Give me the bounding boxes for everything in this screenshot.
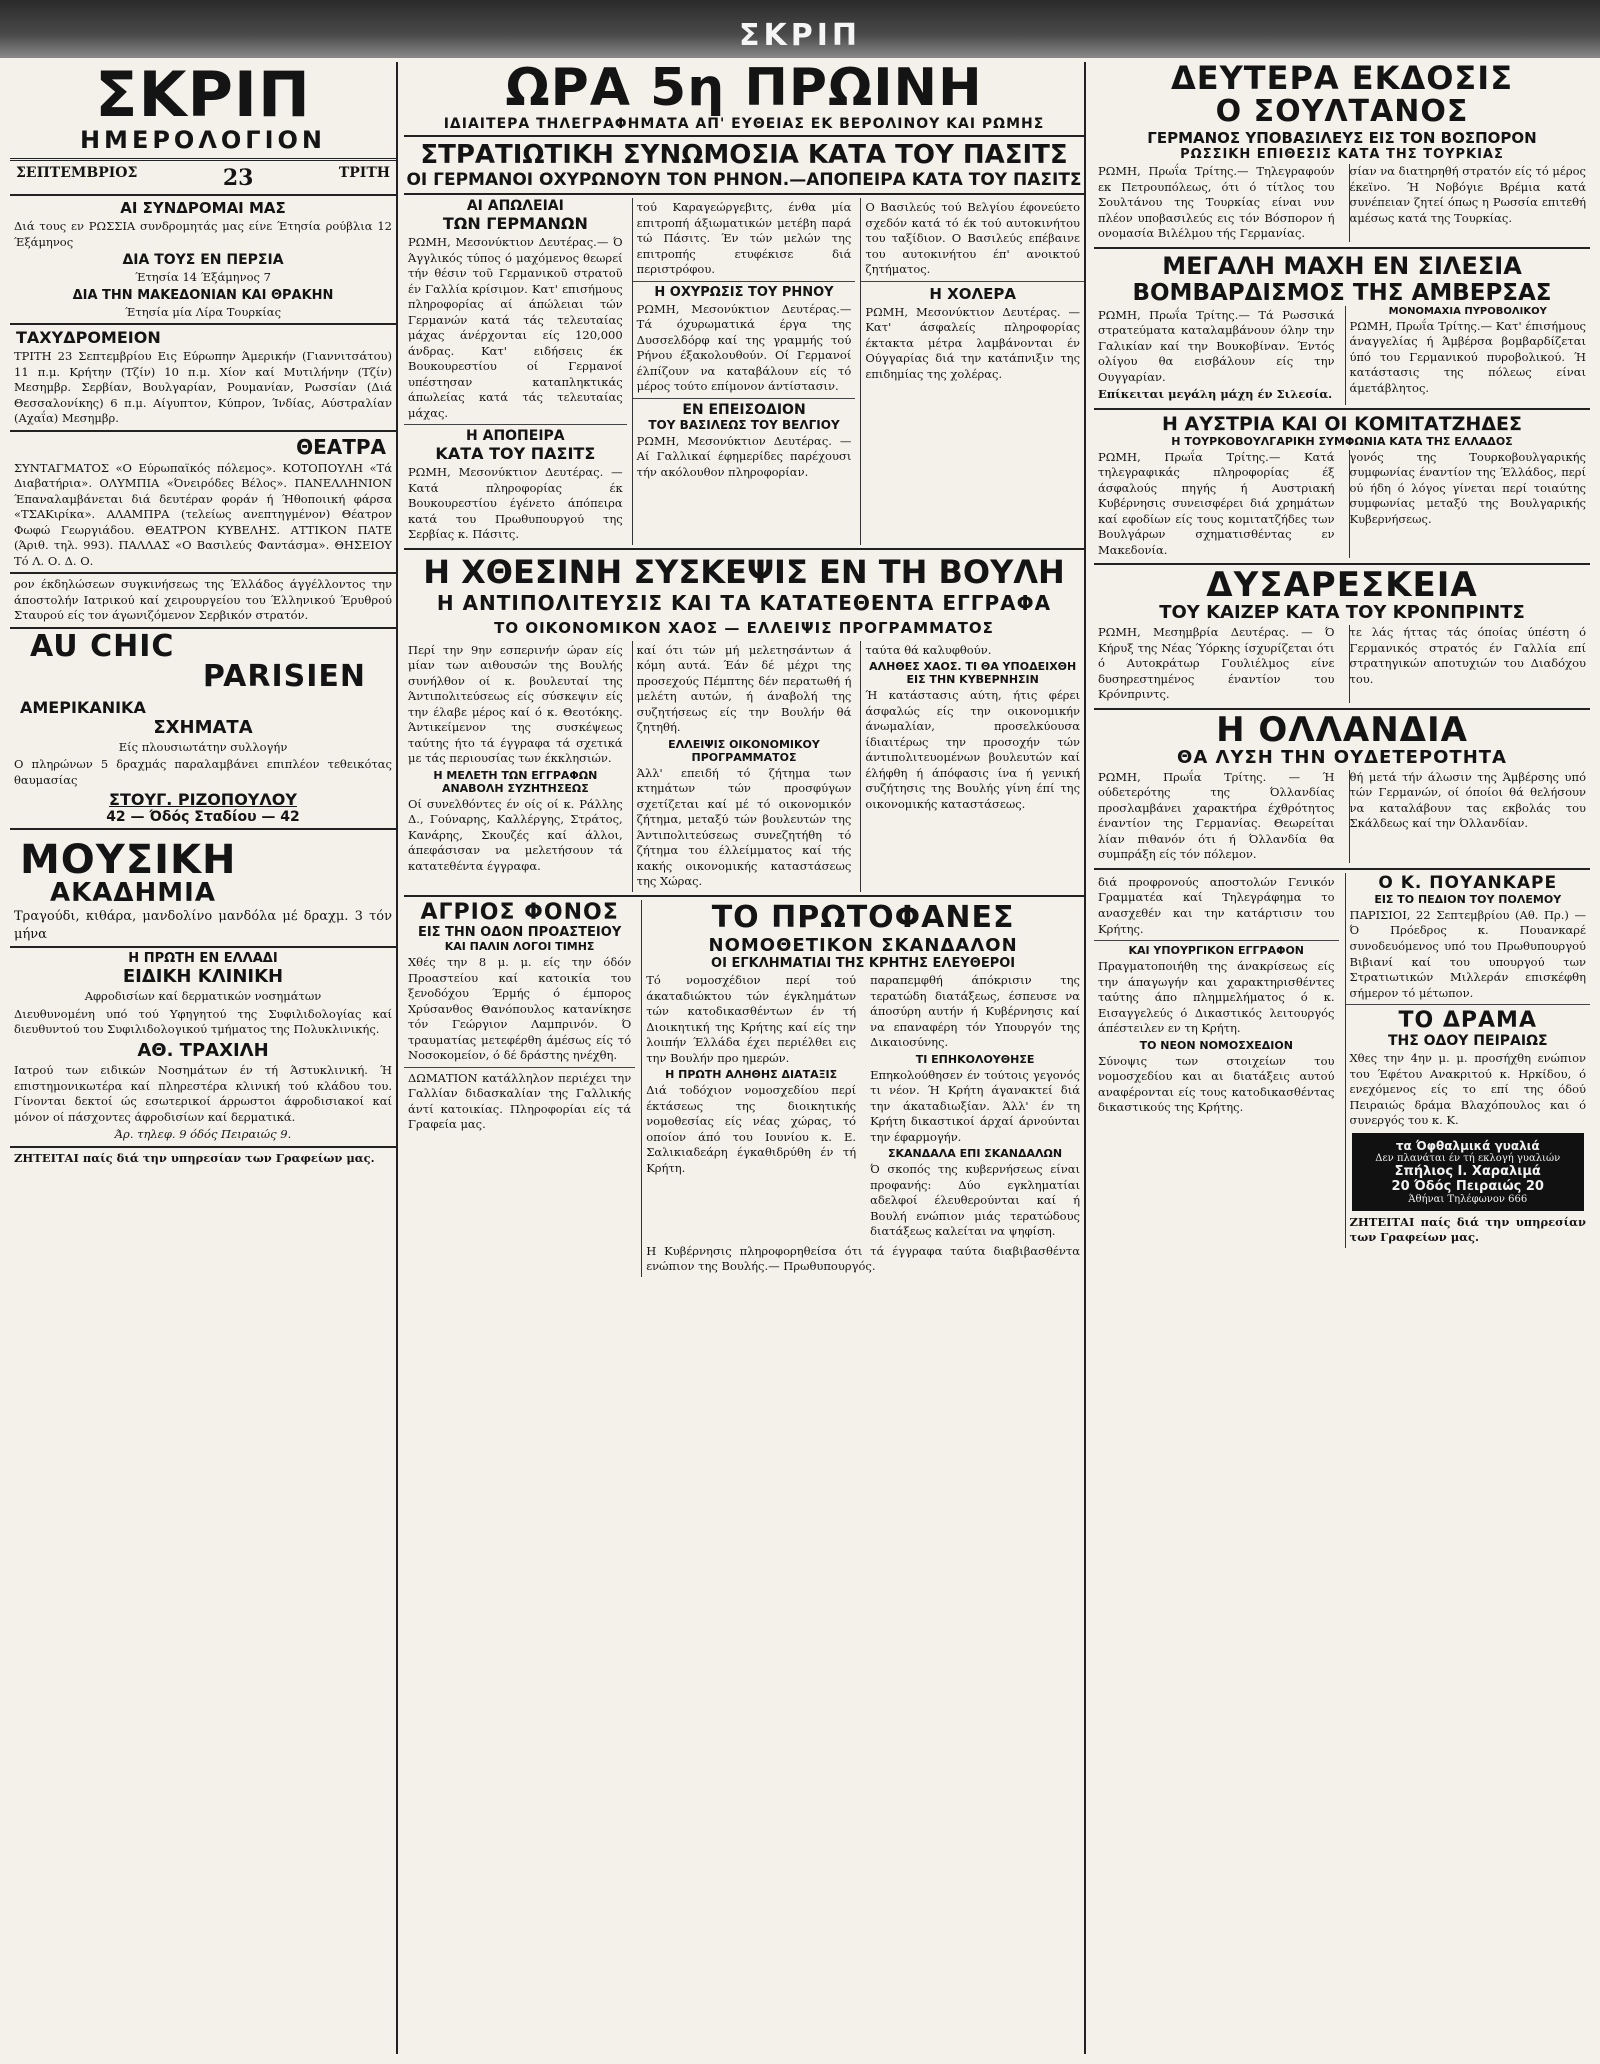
holland-headline: Η ΟΛΛΑΝΔΙΑ	[1216, 709, 1468, 750]
subs-macedonia-text: Έτησία μία Λίρα Τουρκίας	[124, 304, 282, 319]
scandal-title: ΤΟ ΠΡΩΤΟΦΑΝΕΣ	[711, 899, 1015, 935]
parliament-headline: Η ΧΘΕΣΙΝΗ ΣΥΣΚΕΨΙΣ ΕΝ ΤΗ ΒΟΥΛΗ	[423, 552, 1065, 591]
crete-text: διά προφρονούς αποστολών Γενικόν Γραμματέα καί Τηλεγράφημα το ανασχεθέν και την κατάρτισιν του Κρήτης.	[1098, 874, 1335, 936]
sultan-col1: ΡΩΜΗ, Πρωΐα Τρίτης.— Τηλεγραφούν εκ Πετρουπόλεως, ότι ό τίτλος του Σουλτάνου της Τουρκίας είναι νυν πλέον υποβασιλεύς εις τόν Βόσπορον ή ονομασία Βιλέλμου τής Γερμανίας.	[1098, 164, 1335, 241]
cholera-text: ΡΩΜΗ, Μεσονύκτιον Δευτέρας. — Κατ' άσφαλείς πληροφορίας έκτακτα μέτρα λαμβάνονται έν Ούγγαρίας διά την κατάπνιξιν της επιδημίας της χολέρας.	[865, 304, 1081, 381]
col1-subtitle: ΗΜΕΡΟΛΟΓΙΟΝ	[79, 126, 327, 154]
amer-text: Είς πλουσιωτάτην συλλογήν	[118, 739, 288, 754]
parliament-subhead2: ΤΟ ΟΙΚΟΝΟΜΙΚΟΝ ΧΑΟΣ — ΕΛΛΕΙΨΙΣ ΠΡΟΓΡΑΜΜΑΤΟΣ	[494, 618, 994, 637]
attempt-sub: ΚΑΤΑ ΤΟΥ ΠΑΣΙΤΣ	[435, 444, 596, 464]
parliament-sub2: ΕΛΛΕΙΨΙΣ ΟΙΚΟΝΟΜΙΚΟΥ ΠΡΟΓΡΑΜΜΑΤΟΣ	[668, 737, 820, 764]
murder-title: ΑΓΡΙΟΣ ΦΟΝΟΣ	[420, 899, 619, 925]
sultan-col2: σίαν να διατηρηθή στρατόν είς τό μέρος έκεϊνο. Ή Νοβόγιε Βρέμια κατά συνέπειαν ζητεί όπως η Ρωσσία επιτεθή αμέσως κατά της Τουρκίας.	[1349, 164, 1587, 242]
clinic-title: Η ΠΡΩΤΗ ΕΝ ΕΛΛΑΔΙ	[128, 951, 278, 967]
clinic-text: Διευθυνομένη υπό τού Υφηγητού της Συφιλιδολογίας καί διευθυντού του Συφιλιδολογικού τμήματος της Πολυκλινικής.	[14, 1006, 392, 1037]
au-chic-line1: AU CHIC	[30, 628, 175, 664]
ministry-text: Πραγματοποιήθη της άνακρίσεως είς την άπαγωγήν και χαρακτηρισθέντες ταύτης άπο πλημμελήματος ό κ. Εισαγγελεύς ό Δικαστικός λειτουργός άπέστειλεν εν τη Κρήτη.	[1098, 959, 1335, 1036]
silesia-block	[1094, 306, 1590, 405]
optician-ad	[1352, 1133, 1585, 1211]
holland-sub: ΘΑ ΛΥΣΗ ΤΗΝ ΟΥΔΕΤΕΡΟΤΗΤΑ	[1177, 746, 1507, 768]
austria-sub: Η ΤΟΥΡΚΟΒΟΥΛΓΑΡΙΚΗ ΣΥΜΦΩΝΙΑ ΚΑΤΑ ΤΗΣ ΕΛΛΑΔΟΣ	[1171, 434, 1513, 448]
rhine-text: ΡΩΜΗ, Μεσονύκτιον Δευτέρας.— Τά όχυρωματικά έργα της Δυσσελδόρφ καί της γραμμής τού Ρήνου έξακολουθούν. Οί Γερμανοί έλπίζουν να καταβάλουν είς τό μέρος τούτο επίμονον άντίστασιν.	[636, 301, 852, 394]
cholera-title: Η ΧΟΛΕΡΑ	[929, 284, 1016, 303]
lower-block	[404, 900, 1084, 1277]
center-column	[404, 62, 1086, 2054]
clinic-doctor-text: Ιατρού των ειδικών Νοσημάτων έν τή Άστυκλινική. Ή επιστημονικωτέρα καί πληρεστέρα κλινική τού κλάδου του. Γίνονται δεκτοί ώς εσωτερικοί άρρωστοι άφροδισιακοί καί μόνον οί πάσχοντες άφροδισίων καί δερματικά.	[14, 1062, 392, 1124]
main-subhead: ΙΔΙΑΙΤΕΡΑ ΤΗΛΕΓΡΑΦΗΜΑΤΑ ΑΠ' ΕΥΘΕΙΑΣ ΕΚ ΒΕΡΟΛΙΝΟΥ ΚΑΙ ΡΩΜΗΣ	[443, 116, 1045, 132]
second-edition-headline: ΔΕΥΤΕΡΑ ΕΚΔΟΣΙΣ	[1170, 62, 1514, 97]
amer-sub: ΣΧΗΜΑΤΑ	[153, 716, 253, 738]
drama-sub: ΤΗΣ ΟΔΟΥ ΠΕΙΡΑΙΩΣ	[1387, 1033, 1548, 1050]
displeasure-sub: ΤΟΥ ΚΑΙΖΕΡ ΚΑΤΑ ΤΟΥ ΚΡΟΝΠΡΙΝΤΣ	[1159, 602, 1525, 624]
scandal-sub: ΝΟΜΟΘΕΤΙΚΟΝ ΣΚΑΝΔΑΛΟΝ	[708, 934, 1018, 956]
date-month: ΣΕΠΤΕΜΒΡΙΟΣ	[16, 165, 138, 181]
holland-text: ΡΩΜΗ, Πρωΐα Τρίτης. — Ή ούδετερότης της Όλλανδίας προσλαμβάνει χαρακτήρα έχθρότητος έναντίον της Γερμανίας. Θεωρείται λίαν πιθανόν ότι ή Όλλανδία θα συμπράξη είς τόν πόλεμον.	[1098, 769, 1335, 862]
main-headline: ΩΡΑ 5η ΠΡΩΙΝΗ	[505, 62, 983, 118]
displeasure-block	[1094, 623, 1590, 705]
murder-text: Χθές την 8 μ. μ. είς την όδόν Προαστείου καί κατοικία του ξενοδόχου Έρμής ό έμπορος Χρύσανθος Θανόπουλος κατανίκησε τόν Γεώργιον Λαμπρινόν. Ό τραυματίας μετεφέρθη άμέσως είς τό Νοσοκομείον, ό δέ δράστης ηνέχθη.	[408, 954, 632, 1063]
attempt-text: ΡΩΜΗ, Μεσονύκτιον Δευτέρας. — Κατά πληροφορίας έκ Βουκουρεστίου έγένετο άπόπειρα κατά του Πρωθυπουργού της Σερβίας κ. Πάσιτς.	[408, 465, 623, 542]
poincare-sub: ΕΙΣ ΤΟ ΠΕΔΙΟΝ ΤΟΥ ΠΟΛΕΜΟΥ	[1374, 892, 1562, 906]
subs-persia-text: Έτησία 14 Έξάμηνος 7	[135, 270, 271, 285]
austria-text2: γονός της Τουρκοβουλγαρικής συμφωνίας έναντίον της Έλλάδος, περί ού ήδη ό λόγος γίνεται περί τοιαύτης συμφωνίας μεταξύ της Βουλγαρικής Κυβερνήσεως.	[1349, 450, 1587, 559]
poincare-text: ΠΑΡΙΣΙΟΙ, 22 Σεπτεμβρίου (Αθ. Πρ.) — Ό Πρόεδρος κ. Πουανκαρέ συνοδευόμενος υπό του Πρωθυπουργού Βιβιανί καί του υπουργού των Στρατιωτικών Μιλλεράν επισκέφθη σήμερον τό μέτωπον.	[1349, 907, 1586, 1000]
displeasure-text: ΡΩΜΗ, Μεσημβρία Δευτέρας. — Ό Κήρυξ της Νέας Ύόρκης ίσχυρίζεται ότι ό Αυτοκράτωρ Γουλιέλμος είνε δυσηρεστημένος έναντίον του Κρόνπριντς.	[1098, 625, 1335, 702]
displeasure-text2: τε λάς ήττας τάς όποίας ύπέστη ό Γερμανικός στρατός έν Γαλλία επί στρατηγικών αποτυχιών του Διαδόχου του.	[1349, 625, 1587, 703]
murder-article	[404, 900, 635, 1277]
col1-wanted: ΖΗΤΕΙΤΑΙ παίς διά την υπηρεσίαν των Γραφείων μας.	[14, 1150, 375, 1165]
sultan-sub2: ΡΩΣΣΙΚΗ ΕΠΙΘΕΣΙΣ ΚΑΤΑ ΤΗΣ ΤΟΥΡΚΙΑΣ	[1180, 147, 1504, 162]
murder-sub2: ΚΑΙ ΠΑΛΙΝ ΛΟΓΟΙ ΤΙΜΗΣ	[444, 939, 595, 953]
drama-title: ΤΟ ΔΡΑΜΑ	[1398, 1008, 1537, 1034]
scandal-col1	[642, 971, 860, 1242]
poincare-title: Ο Κ. ΠΟΥΑΝΚΑΡΕ	[1378, 872, 1558, 893]
austria-headline: Η ΑΥΣΤΡΙΑ ΚΑΙ ΟΙ ΚΟΜΙΤΑΤΖΗΔΕΣ	[1162, 412, 1522, 435]
austria-block	[1094, 448, 1590, 561]
king-text: Ο Βασιλεύς τού Βελγίου έφονεύετο σχεδόν κατά τό έκ τού αυτοκινήτου του ταξίδιον. Ο Βασιλεύς επέβαινε του αυτοκινήτου έπ' ανοικτού ζητήματος.	[865, 200, 1081, 277]
post-title: ΤΑΧΥΔΡΟΜΕΙΟΝ	[16, 328, 161, 348]
displeasure-headline: ΔΥΣΑΡΕΣΚΕΙΑ	[1206, 565, 1478, 606]
incident-title: ΕΝ ΕΠΕΙΣΟΔΙΟΝ	[682, 401, 806, 418]
sultan-sub: ΓΕΡΜΑΝΟΣ ΥΠΟΒΑΣΙΛΕΥΣ ΕΙΣ ΤΟΝ ΒΟΣΠΟΡΟΝ	[1147, 129, 1537, 147]
parliament-text4: Άλλ' επειδή τό ζήτημα των κτημάτων τών προσφύγων σχετίζεται καί μέ τό οικονομικόν ζήτημα, μεταξύ τών βουλευτών της Άντιπολιτεύσεως συνεζητήθη τό ζήτημα του έλλείμματος καί τής κακής οικονομικής καταστάσεως της Χώρας.	[636, 765, 852, 889]
holland-text2: θή μετά τήν άλωσιν της Άμβέρσης υπό τών Γερμανών, οί όποίοι θά θελήσουν να καταλάβουν τας εκβολάς του Σκάλδεως καί την Όλλανδίαν.	[1349, 770, 1587, 863]
parliament-sub1: Η ΜΕΛΕΤΗ ΤΩΝ ΕΓΓΡΑΦΩΝ ΑΝΑΒΟΛΗ ΣΥΖΗΤΗΣΕΩΣ	[433, 768, 598, 795]
sultan-headline: Ο ΣΟΥΛΤΑΝΟΣ	[1215, 94, 1469, 129]
optician-name: Σπήλιος Ι. Χαραλιμά	[1394, 1163, 1541, 1179]
drama-text: Χθες την 4ην μ. μ. προσήχθη ενώπιον του Έφέτου Ανακριτού κ. Ηρκίδου, ό ενεχόμενος είς το επί της όδού Πειραιώς δράμα Βλαχόπουλος και ό συνεργός του κ. Κ.	[1349, 1051, 1586, 1128]
rhine-article	[632, 198, 856, 545]
parliament-text1: Περί την 9ην εσπερινήν ώραν είς μίαν των αιθουσών της Βουλής συνήλθον οί κ. βουλευταί της Άντιπολιτεύσεως είς σύσκεψιν είς την έλαβε μέρος καί ό κ. Θεοτόκης. Άντικείμενον της συσκέψεως ταύτης ήτο τά έγγραφα τά σχετικά με τάς περιουσίας των έκκλησιών.	[408, 642, 623, 766]
scandal-col2	[866, 971, 1084, 1242]
scandal-sub2: ΟΙ ΕΓΚΛΗΜΑΤΙΑΙ ΤΗΣ ΚΡΗΤΗΣ ΕΛΕΥΘΕΡΟΙ	[711, 955, 1016, 971]
parliament-text5: ταύτα θά καλυφθούν.	[865, 642, 992, 657]
telegram-block	[404, 198, 1084, 545]
ministry-sub: ΚΑΙ ΥΠΟΥΡΓΙΚΟΝ ΕΓΓΡΑΦΟΝ	[1128, 944, 1305, 958]
losses-sub: ΤΩΝ ΓΕΡΜΑΝΩΝ	[442, 214, 588, 233]
rhine-headline: ΟΙ ΓΕΡΜΑΝΟΙ ΟΧΥΡΩΝΟΥΝ ΤΟΝ ΡΗΝΟΝ.—ΑΠΟΠΕΙΡΑ ΚΑΤΑ ΤΟΥ ΠΑΣΙΤΣ	[406, 170, 1082, 190]
optician-line2: Δεν πλανάται έν τή εκλογή γυαλιών	[1375, 1152, 1561, 1164]
parliament-sub3: ΑΛΗΘΕΣ ΧΑΟΣ. ΤΙ ΘΑ ΥΠΟΔΕΙΧΘΗ ΕΙΣ ΤΗΝ ΚΥΒΕΡΝΗΣΙΝ	[869, 660, 1077, 687]
incident-sub: ΤΟΥ ΒΑΣΙΛΕΩΣ ΤΟΥ ΒΕΛΓΙΟΥ	[648, 417, 840, 432]
music-text: Τραγούδι, κιθάρα, μανδολίνο μανδόλα μέ δραχμ. 3 τόν μήνα	[14, 909, 392, 942]
silesia-col1	[1094, 306, 1339, 405]
clinic-sub2: Αφροδισίων καί δερματικών νοσημάτων	[84, 989, 322, 1004]
rhine-title: Η ΟΧΥΡΩΣΙΣ ΤΟΥ ΡΗΝΟΥ	[654, 284, 834, 300]
stoug-address: 42 — Όδός Σταδίου — 42	[106, 809, 300, 826]
scandal-text3: παραπεμφθή άπόκρισιν της τερατώδη διατάξεως, έσπευσε να άποσύρη αυτήν ή Κυβέρνησις καί να επαναφέρη τόν Υπουργόν της Δικαιοσύνης.	[870, 972, 1080, 1050]
parliament-col1	[404, 641, 627, 892]
music-title: ΜΟΥΣΙΚΗ	[20, 837, 237, 884]
stoug-name: ΣΤΟΥΓ. ΡΙΖΟΠΟΥΛΟΥ	[109, 790, 297, 810]
duel-text: ΡΩΜΗ, Πρωΐα Τρίτης.— Κατ' έπισήμους άναγγελίας ή Άμβέρσα βομβαρδίζεται ύπό του Γερμανικού πυροβολικού. Ή κατάστασις της πόλεως είναι άμετάβλητος.	[1349, 318, 1586, 395]
scandal-text4: Επηκολούθησεν έν τούτοις γεγονός τι νέον. Ή Κρήτη άγανακτεί διά την άκαταδιωξίαν. Άλλ' έν τη Κρήτη δικαστικοί άρχαί άρνούνται την έφαρμογήν.	[870, 1067, 1080, 1144]
parliament-col3	[860, 641, 1084, 892]
masthead-title: ΣΚΡΙΠ	[739, 18, 861, 53]
clinic-sub: ΕΙΔΙΚΗ ΚΛΙΝΙΚΗ	[122, 966, 284, 988]
cholera-article	[860, 198, 1084, 545]
lower-right-col1	[1094, 873, 1339, 1248]
murder-sub: ΕΙΣ ΤΗΝ ΟΔΟΝ ΠΡΟΑΣΤΕΙΟΥ	[417, 924, 622, 940]
parliament-text2: Οί συνελθόντες έν οίς οί κ. Ράλλης Δ., Γούναρης, Καλλέργης, Στράτος, Κανάρης, Σκουζές καί άλλοι, άπεφάσισαν να μελετήσουν τά κατατεθέντα έγγραφα.	[408, 796, 623, 873]
scandal-subtitle3: ΣΚΑΝΔΑΛΑ ΕΠΙ ΣΚΑΝΔΑΛΩΝ	[887, 1147, 1063, 1161]
scandal-article	[641, 900, 1084, 1277]
conspiracy-headline: ΣΤΡΑΤΙΩΤΙΚΗ ΣΥΝΩΜΟΣΙΑ ΚΑΤΑ ΤΟΥ ΠΑΣΙΤΣ	[420, 140, 1068, 170]
optician-address: 20 Όδός Πειραιώς 20	[1391, 1178, 1544, 1194]
silesia-text: ΡΩΜΗ, Πρωΐα Τρίτης.— Τά Ρωσσικά στρατεύματα καταλαμβάνουν όλην την Γαλικίαν καί την Βουκοβίναν. Έντός ολίγου θα εισβάλουν είς την Ουγγαρίαν.	[1098, 307, 1335, 384]
date-line	[10, 165, 396, 191]
new-bill-text: Σύνοψις των στοιχείων του νομοσχεδίου και αι διατάξεις αυτού αναφέρονται είς τους κατοδικασθέντας δικαστικούς της Κρήτης.	[1098, 1053, 1335, 1115]
murder-foot: ΔΩΜΑΤΙΟΝ κατάλληλον περιέχει την Γαλλίαν διδασκαλίαν της Γαλλικής άντί κατοικίας. Πληροφορίαι είς τά Γραφεία μας.	[408, 1070, 632, 1132]
clinic-address: Άρ. τηλεφ. 9 όδός Πειραιώς 9.	[114, 1127, 292, 1142]
scandal-foot: Η Κυβέρνησις πληροφορηθείσα ότι τά έγγραφα ταύτα διαβιβασθέντα ενώπιον της Βουλής.— Πρωθυπουργός.	[646, 1243, 1080, 1274]
theatre-title: ΘΕΑΤΡΑ	[296, 434, 386, 459]
scandal-text5: Ό σκοπός της κυβερνήσεως είναι προφανής: Δύο εγκληματίαι αδελφοί έλευθερούνται καί ή Βουλή ενώπιον μιάς τερατώδους διατάξεως καλείται να ψηφίση.	[870, 1162, 1080, 1239]
optician-line1: τα Όφθαλμικά γυαλιά	[1395, 1138, 1540, 1153]
subs-macedonia: ΔΙΑ ΤΗΝ ΜΑΚΕΔΟΝΙΑΝ ΚΑΙ ΘΡΑΚΗΝ	[72, 287, 334, 303]
rhine-lead: τού Καραγεώργεβιτς, ένθα μία επιτροπή άξιωματικών μετέβη παρά τώ Πάσιτς. Έν τών μελών της επιτροπής ετυφέκισε διά περιστρόφου.	[636, 200, 852, 277]
lower-right-col2	[1345, 873, 1591, 1248]
sultan-block	[1094, 162, 1590, 244]
parliament-block	[404, 641, 1084, 892]
col3-wanted: ΖΗΤΕΙΤΑΙ παίς διά την υπηρεσίαν των Γραφείων μας.	[1349, 1214, 1586, 1245]
amer-title: ΑΜΕΡΙΚΑΝΙΚΑ	[20, 697, 146, 717]
losses-text: ΡΩΜΗ, Μεσονύκτιον Δευτέρας.— Ό Άγγλικός τύπος ό μαχόμενος θεωρεί τήν θέσιν τοῦ Γερμανικοῦ στρατοῦ έν Γαλλία κρίσιμον. Κατ' επισήμους πληροφορίας αί άπώλειαι τών Γερμανών κατά τάς τελευταίας μάχας άνέρχονται είς 120,000 άνδρας. Κατ' ειδήσεις έκ Βουκουρεστίου οί Γερμανοί υπέστησαν καταπληκτικάς άπωλείας κατά τάς τελευταίας μάχας.	[408, 235, 623, 420]
subs-persia: ΔΙΑ ΤΟΥΣ ΕΝ ΠΕΡΣΙΑ	[122, 252, 284, 269]
new-bill-sub: ΤΟ ΝΕΟΝ ΝΟΜΟΣΧΕΔΙΟΝ	[1139, 1038, 1293, 1052]
losses-title: ΑΙ ΑΠΩΛΕΙΑΙ	[466, 198, 564, 214]
scandal-text2: Διά τοδόχιον νομοσχεδίου περί έκτάσεως της διοικητικής νομοθεσίας είς νέας χώρας, τό οποίον άπό του Ιουνίου κ. Ε. Σαλικιαδεάρη έγκαθιδρύθη έν τή Κρήτη.	[646, 1083, 857, 1175]
clinic-doctor: ΑΘ. ΤΡΑΧΙΛΗ	[137, 1039, 269, 1061]
scandal-subtitle2: ΤΙ ΕΠΗΚΟΛΟΥΘΗΣΕ	[915, 1052, 1035, 1066]
silesia-col2	[1345, 306, 1591, 405]
left-column	[10, 62, 398, 2054]
au-chic-line2: PARISIEN	[202, 658, 366, 694]
scandal-cols	[642, 971, 1084, 1242]
silesia-headline: ΜΕΓΑΛΗ ΜΑΧΗ ΕΝ ΣΙΛΕΣΙΑ	[1162, 251, 1522, 280]
theatre-text: ΣΥΝΤΑΓΜΑΤΟΣ «Ο Εύρωπαϊκός πόλεμος». ΚΟΤΟΠΟΥΛΗ «Τά Διαβατήρια». ΟΛΥΜΠΙΑ «Όνειρόδες Βέλος». ΠΑΝΕΛΛΗΝΙΟΝ Έπαναλαμβάνεται διά δευτέραν φοράν ή Ήθοποιική φάρσα «ΤΣΑΚιρίκα». ΑΛΑΜΠΡΑ (τελείως ανεπτηγμένον) Θέατρον Φωφώ Γεωργιάδου. ΘΕΑΤΡΟΝ ΚΥΒΕΛΗΣ. ΑΤΤΙΚΟΝ ΠΑΤΕ (Άριθ. τηλ. 993). ΠΑΛΛΑΣ «Ο Βασιλεύς Φαντάσμα». ΘΗΣΕΙΟΥ Τό Λ. Ο. Δ. Ο.	[14, 460, 392, 568]
duel-sub: ΜΟΝΟΜΑΧΙΑ ΠΥΡΟΒΟΛΙΚΟΥ	[1388, 305, 1547, 317]
parliament-col2	[632, 641, 856, 892]
amer-buy: Ο πληρώνων 5 δραχμάς παραλαμβάνει επιπλέον τεθεικότας θαυμασίας	[14, 757, 392, 787]
parliament-text6: Ή κατάστασις αύτη, ήτις φέρει άσφαλώς είς την οικονομικήν άνωμαλίαν, προσελκύουσα ίδιαιτέρως την προσοχήν τών άντιπολιτευομένων βουλευτών καί έλήφθη ή άπόφασις ίνα ή γενική συζήτησις της Βουλής γίνη έπί της οικονομικής καταστάσεως.	[865, 688, 1081, 811]
austria-text: ΡΩΜΗ, Πρωΐα Τρίτης.— Κατά τηλεγραφικάς πληροφορίας έξ άσφαλούς πηγής ή Αυστριακή Κυβέρνησις συνεισφέρει διά χρημάτων καί εφοδίων είς τους κομιτατζήδες των Βουλγάρων σχηματισθέντας εν Μακεδονία.	[1098, 449, 1335, 557]
post-text: ΤΡΙΤΗ 23 Σεπτεμβρίου Εις Εύρωπην Άμερικήν (Γιαννιτσάτου) 11 π.μ. Κρήτην (Τζίν) 10 π.μ. Χίον καί Μυτιλήνην (Τζίν) Μεσημβρ. Σερβίαν, Βουλγαρίαν, Ρουμανίαν, Ρωσσίαν (Διά Θεσσαλονίκης) 6 π.μ. Αίγυπτον, Κύπρον, Ίνδίας, Αύστραλίαν (Αχαΐα) Μεσημβρ.	[14, 349, 392, 426]
optician-phone: Άθήναι Τηλέφωνον 666	[1408, 1193, 1528, 1205]
subs-text: Διά τους εν ΡΩΣΣΙΑ συνδρομητάς μας είνε Έτησία ρούβλια 12 Έξάμηνος	[14, 219, 392, 249]
subs-title: ΑΙ ΣΥΝΔΡΟΜΑΙ ΜΑΣ	[120, 199, 286, 217]
date-weekday: ΤΡΙΤΗ	[338, 165, 390, 181]
col1-title: ΣΚΡΙΠ	[95, 62, 311, 131]
masthead	[0, 0, 1600, 58]
holland-block	[1094, 768, 1590, 865]
scandal-subtitle1: Η ΠΡΩΤΗ ΑΛΗΘΗΣ ΔΙΑΤΑΞΙΣ	[665, 1068, 838, 1082]
attempt-title: Η ΑΠΟΠΕΙΡΑ	[466, 428, 565, 445]
date-day: 23	[222, 165, 254, 191]
scandal-text1: Τό νομοσχέδιον περί τού άκαταδιώκτου τών έγκλημάτων τών κατοδικασθέντων έν τή Διοικητική της Κρήτης καί είς την λοιπήν Έλλάδα έχει περιέλθει εις την Βουλήν προ ημερών.	[646, 972, 857, 1065]
losses-article	[404, 198, 627, 545]
parliament-text3: καί ότι τών μή μελετησάντων ά κόμη αυτά. Έάν δέ μέχρι της προσεχούς Πέμπτης δέν περατωθή ή μελέτη αυτών, ή άναβολή της συζητήσεως είς την Βουλήν θά ζητηθή.	[636, 642, 852, 735]
news-text: ρον έκδηλώσεων συγκινήσεως της Έλλάδος άγγέλλοντος την άποστολήν Ιατρικού καί χειρουργείου του Έλληνικού Έρυθρού Σταυρού είς τον άγωνιζόμενον Σερβικόν στρατόν.	[14, 577, 392, 623]
silesia-extra: Επίκειται μεγάλη μάχη έν Σιλεσία.	[1098, 387, 1333, 402]
incident-text: ΡΩΜΗ, Μεσονύκτιον Δευτέρας. — Αί Γαλλικαί έφημερίδες παρέχουσι τήν ακόλουθον πληροφορίαν.	[636, 433, 852, 479]
music-sub: ΑΚΑΔΗΜΙΑ	[50, 878, 216, 909]
lower-right-block	[1094, 873, 1590, 1248]
right-column	[1094, 62, 1590, 2054]
parliament-subhead: Η ΑΝΤΙΠΟΛΙΤΕΥΣΙΣ ΚΑΙ ΤΑ ΚΑΤΑΤΕΘΕΝΤΑ ΕΓΓΡΑΦΑ	[436, 590, 1052, 615]
antwerp-headline: ΒΟΜΒΑΡΔΙΣΜΟΣ ΤΗΣ ΑΜΒΕΡΣΑΣ	[1132, 279, 1552, 306]
